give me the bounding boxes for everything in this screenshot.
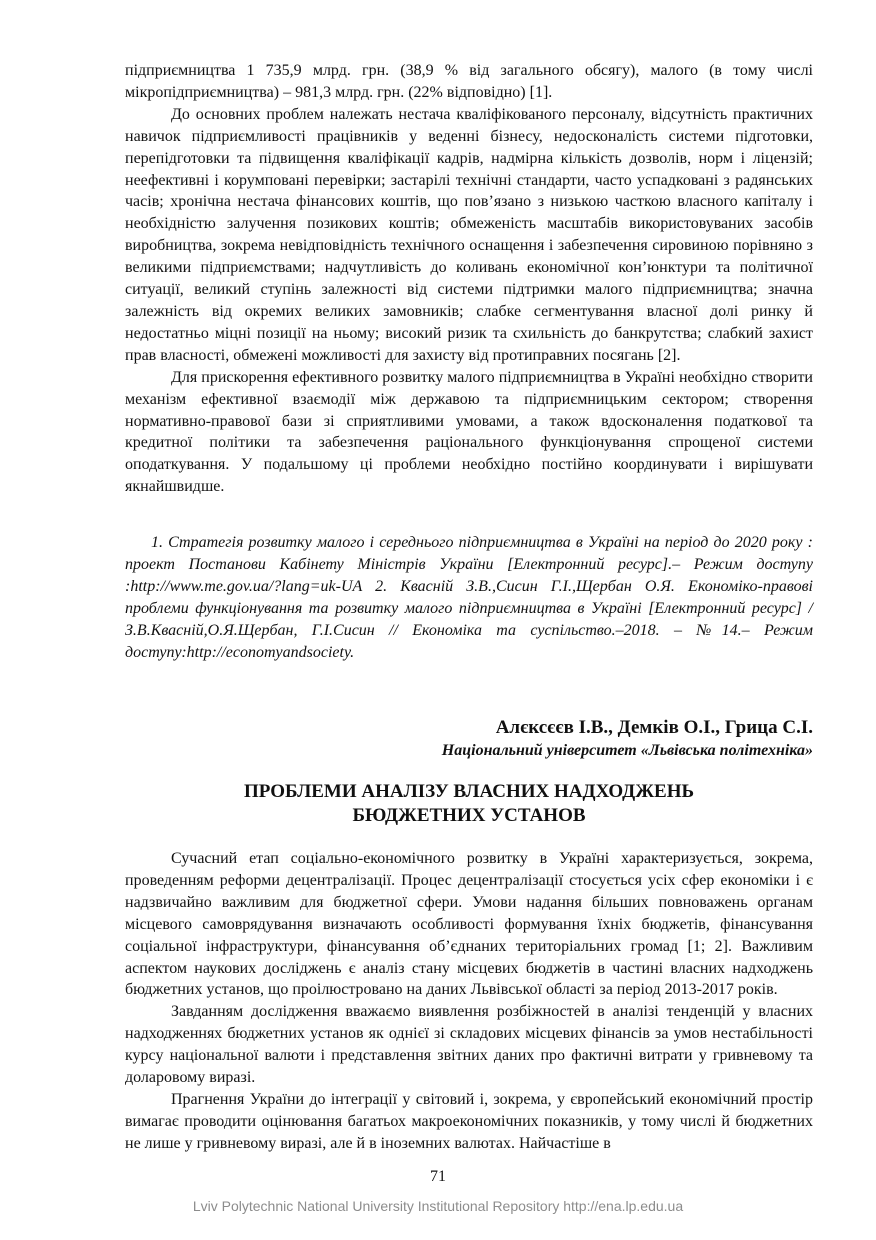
author-names: Алєксєєв І.В., Демків О.І., Грица С.І. <box>495 717 813 738</box>
page-number: 71 <box>430 1168 446 1185</box>
article-title <box>125 780 813 828</box>
article-body <box>125 848 813 1155</box>
references-text: 1. Стратегія розвитку малого і середнього підприємництва в Україні на період до 2020 року : проект Постанови Кабінету Міністрів України [Електронний ресурс].– Режим доступу :http://www.me.gov.ua/?lang=uk-UA 2. Квасній З.В.,Сисин Г.І.,Щербан О.Я. Економіко-правові проблеми функціонування та розвитку малого підприємництва в Україні [Електронний ресурс] / З.В.Квасній,О.Я.Щербан, Г.І.Сисин // Економіка та суспільство.–2018. – №14.– Режим доступу:http://economyandsociety. <box>125 534 813 661</box>
article-title-line-2: БЮДЖЕТНИХ УСТАНОВ <box>352 805 586 826</box>
paragraph-continuation: підприємництва 1 735,9 млрд. грн. (38,9 % від загального обсягу), малого (в тому числі мікропідприємництва) – 981,3 млрд. грн. (22% відповідно) [1]. <box>125 62 813 101</box>
references-block <box>125 532 813 663</box>
author-affiliation: Національний університет «Львівська політехніка» <box>441 742 813 759</box>
previous-article-conclusion <box>125 60 813 498</box>
article-title-line-1: ПРОБЛЕМИ АНАЛІЗУ ВЛАСНИХ НАДХОДЖЕНЬ <box>243 781 695 802</box>
paragraph-integration: Прагнення України до інтеграції у світовий і, зокрема, у європейський економічний простір вимагає проводити оцінювання багатьох макроекономічних показників, у тому числі й бюджетних не лише у гривневому виразі, але й в іноземних валютах. Найчастіше в <box>125 1090 813 1152</box>
paragraph-recommendations: Для прискорення ефективного розвитку малого підприємництва в Україні необхідно створити механізм ефективної взаємодії між державою та підприємницьким сектором; створення нормативно-правової бази зі сприятливими умовами, а також вдосконалення податкової та кредитної політики та забезпечення раціонального функціонування спрощеної системи оподаткування. У подальшому ці проблеми необхідно постійно координувати і вирішувати якнайшвидше. <box>125 368 813 496</box>
paragraph-intro: Сучасний етап соціально-економічного розвитку в Україні характеризується, зокрема, проведенням реформи децентралізації. Процес децентралізації стосується усіх сфер економіки і є надзвичайно важливим для бюджетної сфери. Умови надання більших повноважень органам місцевого самоврядування визначають особливості формування їхніх бюджетів, фінансування соціальної інфраструктури, фінансування об’єднаних територіальних громад [1; 2]. Важливим аспектом наукових досліджень є аналіз стану місцевих бюджетів в частині власних надходжень бюджетних установ, що проілюстровано на даних Львівської області за період 2013-2017 років. <box>125 850 813 999</box>
article-byline <box>125 716 813 761</box>
paragraph-problems: До основних проблем належать нестача кваліфікованого персоналу, відсутність практичних навичок підприємливості працівників у веденні бізнесу, недосконалість системи підготовки, перепідготовки та підвищення кваліфікації кадрів, надмірна кількість дозволів, норм і ліцензій; неефективні і корумповані перевірки; застарілі технічні стандарти, часто успадковані з радянських часів; хронічна нестача фінансових коштів, що пов’язано з низькою часткою власного капіталу і необхідністю залучення позикових коштів; обмеженість масштабів використовуваних засобів виробництва, зокрема невідповідність технічного оснащення і забезпечення сировиною порівняно з великими підприємствами; надчутливість до коливань економічної кон’юнктури та політичної ситуації, великий ступінь залежності від системи підтримки малого підприємництва; значна залежність від окремих великих замовників; слабке сегментування власної долі ринку й недостатньо міцні позиції на ньому; високий ризик та схильність до банкрутства; слабкий захист прав власності, обмежені можливості для захисту від протиправних посягань [2]. <box>125 105 813 364</box>
paragraph-objective: Завданням дослідження вважаємо виявлення розбіжностей в аналізі тенденцій у власних надходженнях бюджетних установ як однієї зі складових місцевих фінансів за умов нестабільності курсу національної валюти і представлення звітних даних про фактичні витрати у гривневому та доларовому виразі. <box>125 1003 813 1087</box>
repository-footer: Lviv Polytechnic National University Institutional Repository http://ena.lp.edu.ua <box>192 1198 684 1214</box>
